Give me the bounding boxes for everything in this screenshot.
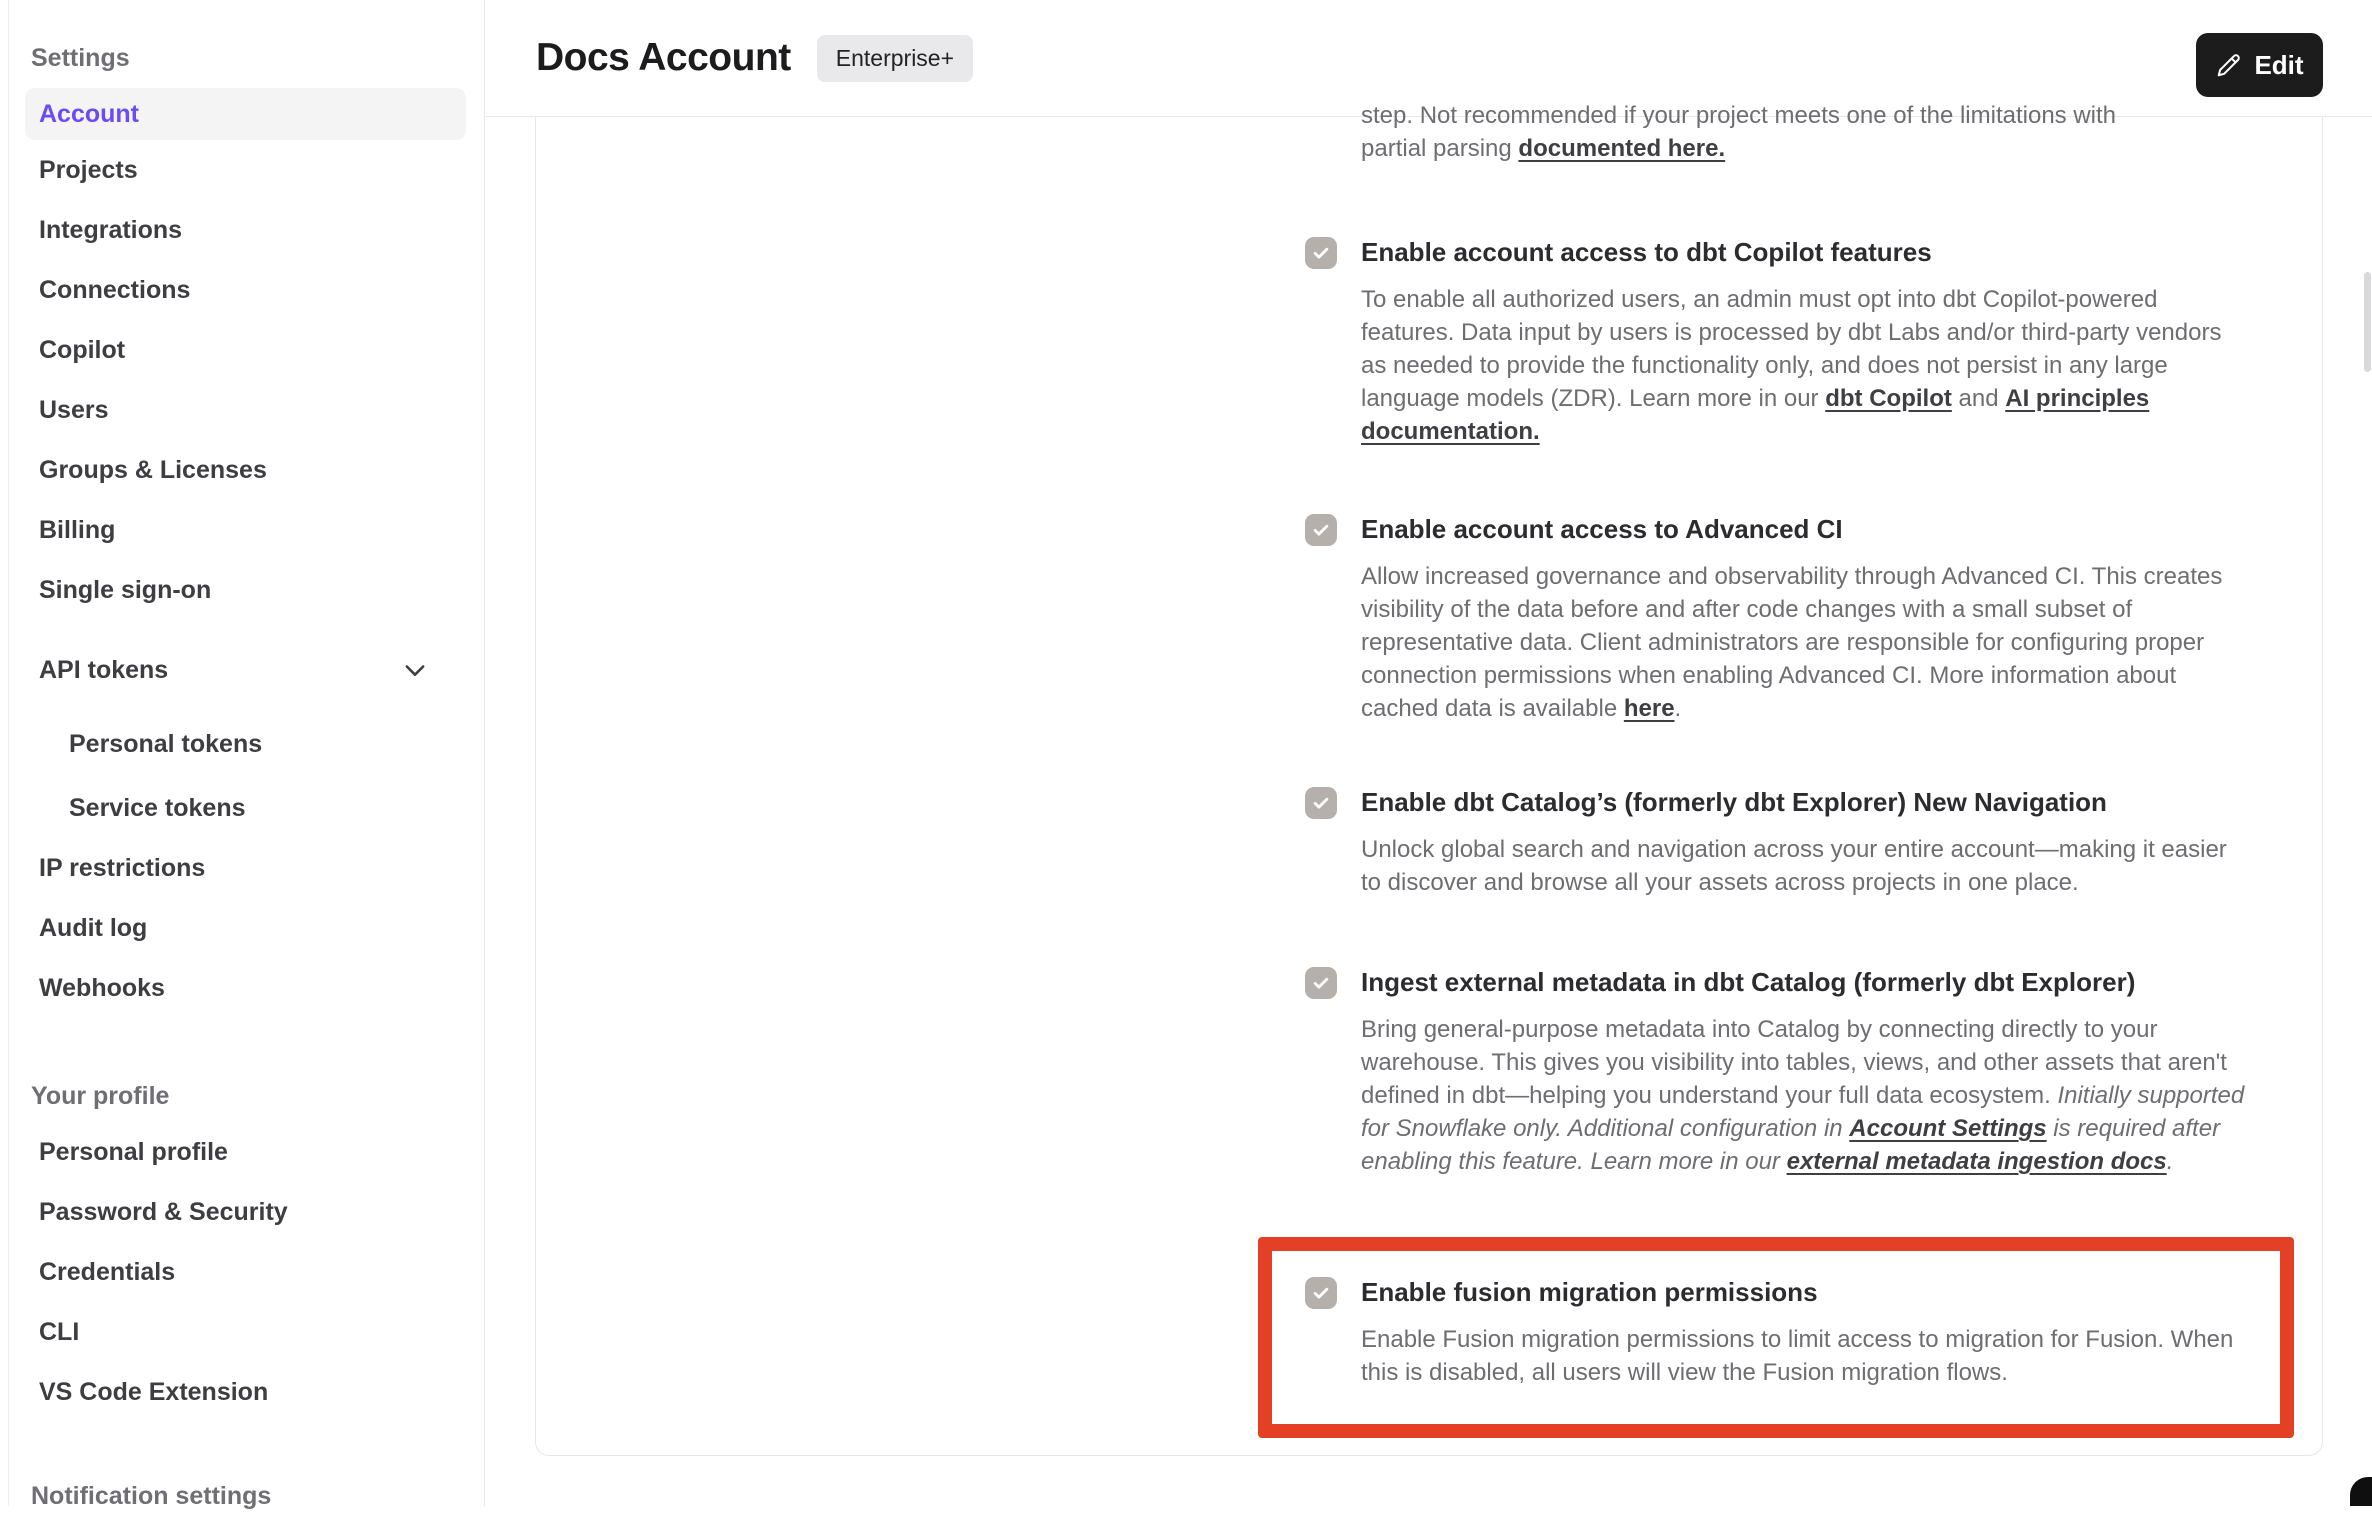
setting-title: Enable dbt Catalog’s (formerly dbt Explorer) New Navigation (1361, 787, 2107, 817)
account-settings-card (535, 102, 2323, 1456)
sidebar-header-your-profile: Your profile (31, 1082, 170, 1110)
setting-row-catalog-navigation (1305, 785, 2251, 899)
sidebar-item-users[interactable]: Users (39, 396, 109, 424)
sidebar-header-notification-settings: Notification settings (31, 1482, 272, 1510)
sidebar-item-password-security[interactable]: Password & Security (39, 1198, 288, 1226)
sidebar-item-billing[interactable]: Billing (39, 516, 116, 544)
sidebar-item-integrations[interactable]: Integrations (39, 216, 183, 244)
setting-description (1361, 283, 2251, 448)
setting-row-advanced-ci (1305, 512, 2251, 725)
edit-button-label: Edit (2254, 49, 2304, 80)
sidebar-item-label: API tokens (39, 656, 169, 684)
description-text: . (1674, 695, 1682, 722)
page-title: Docs Account (536, 36, 791, 79)
dbt-copilot-checkbox[interactable] (1305, 237, 1337, 269)
sidebar-item-audit-log[interactable]: Audit log (39, 914, 148, 942)
sidebar-item-cli[interactable]: CLI (39, 1318, 80, 1346)
description-text: Unlock global search and navigation across your entire account—making it easier to discover and browse all your assets across projects in one place. (1361, 836, 2227, 896)
checkmark-icon (1311, 793, 1331, 813)
scrollbar-thumb[interactable] (2364, 272, 2371, 372)
setting-description (1361, 833, 2251, 899)
chevron-down-icon (401, 656, 429, 684)
description-text: Allow increased governance and observability through Advanced CI. This creates visibility of the data before and after code changes with a small subset of representative data. Client administrators are responsible for configuring proper connection permissions when enabling Advanced CI. More information about cached data is available (1361, 563, 2223, 722)
sidebar-item-single-sign-on[interactable]: Single sign-on (39, 576, 212, 604)
partial-line1: step. Not recommended if your project meets one of the limitations with (1361, 102, 2117, 129)
documented-here-link[interactable]: documented here. (1518, 135, 1726, 162)
setting-title: Enable fusion migration permissions (1361, 1277, 1818, 1307)
setting-title: Ingest external metadata in dbt Catalog (formerly dbt Explorer) (1361, 967, 2136, 997)
description-text: Initially supported for Snowflake only. Additional configuration in (1361, 1082, 2245, 1142)
sidebar-item-vs-code-extension[interactable]: VS Code Extension (39, 1378, 269, 1406)
fusion-migration-checkbox[interactable] (1305, 1277, 1337, 1309)
checkmark-icon (1311, 520, 1331, 540)
sidebar-item-webhooks[interactable]: Webhooks (39, 974, 165, 1002)
setting-description (1361, 1323, 2251, 1389)
sidebar-item-connections[interactable]: Connections (39, 276, 191, 304)
sidebar-item-personal-tokens[interactable]: Personal tokens (69, 730, 263, 758)
description-text: Bring general-purpose metadata into Catalog by connecting directly to your warehouse. This gives you visibility into tables, views, and other assets that aren't defined in dbt—helping you understand your full data ecosystem. (1361, 1016, 2227, 1109)
plan-badge: Enterprise+ (817, 35, 973, 82)
setting-row-fusion-migration (1305, 1275, 2251, 1389)
ai-principles-link[interactable]: AI principles documentation. (1361, 385, 2150, 445)
dbt-copilot-link[interactable]: dbt Copilot (1825, 385, 1952, 412)
partial-paragraph (1361, 99, 2251, 165)
setting-title: Enable account access to Advanced CI (1361, 514, 1843, 544)
pencil-icon (2215, 52, 2242, 79)
checkmark-icon (1311, 973, 1331, 993)
sidebar-item-copilot[interactable]: Copilot (39, 336, 126, 364)
sidebar-item-account[interactable]: Account (25, 88, 466, 140)
partial-line2: partial parsing (1361, 135, 1519, 162)
description-text: To enable all authorized users, an admin must opt into dbt Copilot-powered features. Data input by users is processed by dbt Labs and/or third-party vendors as needed to provide the functionality only, and does not persist in any large language models (ZDR). Learn more in our (1361, 286, 2222, 412)
sidebar-item-ip-restrictions[interactable]: IP restrictions (39, 854, 206, 882)
setting-description (1361, 1013, 2251, 1178)
sidebar-item-groups-licenses[interactable]: Groups & Licenses (39, 456, 267, 484)
advanced-ci-checkbox[interactable] (1305, 514, 1337, 546)
description-text: Enable Fusion migration permissions to limit access to migration for Fusion. When this is disabled, all users will view the Fusion migration flows. (1361, 1326, 2234, 1386)
sidebar-item-projects[interactable]: Projects (39, 156, 138, 184)
account-settings-link[interactable]: Account Settings (1849, 1115, 2047, 1142)
chat-widget-corner[interactable] (2350, 1477, 2372, 1506)
edit-button[interactable] (2196, 33, 2323, 97)
catalog-navigation-checkbox[interactable] (1305, 787, 1337, 819)
description-text: . (2166, 1148, 2174, 1175)
sidebar-item-personal-profile[interactable]: Personal profile (39, 1138, 228, 1166)
sidebar-header-settings: Settings (31, 44, 130, 72)
setting-row-external-metadata (1305, 965, 2251, 1178)
description-text: and (1951, 385, 2006, 412)
sidebar-item-credentials[interactable]: Credentials (39, 1258, 176, 1286)
checkmark-icon (1311, 243, 1331, 263)
external-metadata-docs-link[interactable]: external metadata ingestion docs (1786, 1148, 2167, 1175)
here-link[interactable]: here (1623, 695, 1675, 722)
sidebar-item-api-tokens[interactable] (9, 640, 484, 700)
description-text: is required after enabling this feature. Learn more in our (1361, 1115, 2221, 1175)
settings-sidebar (8, 0, 485, 1510)
sidebar-item-service-tokens[interactable]: Service tokens (69, 794, 246, 822)
setting-row-dbt-copilot (1305, 235, 2251, 448)
setting-title: Enable account access to dbt Copilot features (1361, 237, 1932, 267)
checkmark-icon (1311, 1283, 1331, 1303)
setting-description (1361, 560, 2251, 725)
external-metadata-checkbox[interactable] (1305, 967, 1337, 999)
